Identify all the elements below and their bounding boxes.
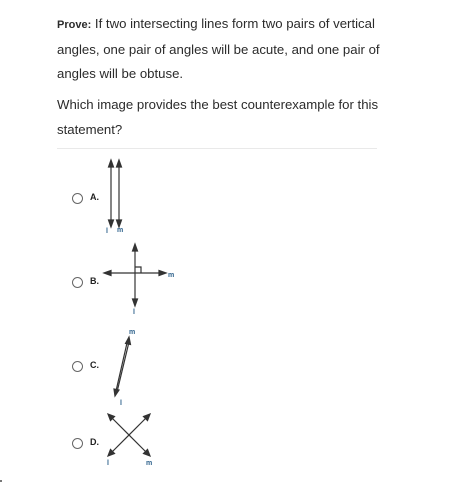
line-l bbox=[117, 342, 129, 392]
label-m: m bbox=[129, 329, 136, 336]
arrow-head bbox=[117, 220, 122, 227]
line-m bbox=[116, 343, 127, 391]
arrow-head bbox=[114, 389, 119, 396]
right-angle-mark bbox=[135, 267, 141, 273]
option-c-letter: C. bbox=[90, 360, 99, 370]
option-b-radio[interactable] bbox=[72, 277, 83, 288]
arrow-head bbox=[133, 299, 138, 306]
arrow-head bbox=[109, 160, 114, 167]
option-a-letter: A. bbox=[90, 192, 99, 202]
label-l: l bbox=[120, 400, 122, 407]
figure-c-coincident-lines bbox=[100, 325, 145, 410]
question-text: Which image provides the best counterexample for this statement? bbox=[57, 97, 379, 137]
option-a-radio[interactable] bbox=[72, 193, 83, 204]
figure-b-perpendicular-lines bbox=[100, 240, 190, 320]
arrow-head bbox=[104, 271, 111, 276]
prove-prefix: Prove: bbox=[57, 19, 92, 31]
option-b-letter: B. bbox=[90, 276, 99, 286]
option-c-radio[interactable] bbox=[72, 361, 83, 372]
label-m: m bbox=[168, 272, 175, 279]
figure-a-parallel-lines bbox=[100, 155, 140, 240]
figure-d-intersecting-lines bbox=[100, 408, 165, 473]
label-l: l bbox=[133, 309, 135, 316]
label-m: m bbox=[117, 227, 124, 234]
label-l: l bbox=[106, 228, 108, 235]
arrow-head bbox=[133, 244, 138, 251]
arrow-head bbox=[159, 271, 166, 276]
prove-text: If two intersecting lines form two pairs of vertical angles, one pair of angles will be acute, and one pair of angles will be obtuse. bbox=[57, 16, 380, 81]
edge-mark bbox=[0, 480, 2, 482]
prove-statement bbox=[57, 12, 387, 87]
option-d-radio[interactable] bbox=[72, 438, 83, 449]
arrow-head bbox=[117, 160, 122, 167]
divider bbox=[57, 148, 377, 149]
arrow-head bbox=[109, 220, 114, 227]
option-d-letter: D. bbox=[90, 437, 99, 447]
label-l: l bbox=[107, 460, 109, 467]
label-m: m bbox=[146, 460, 153, 467]
arrow-head bbox=[126, 337, 131, 345]
